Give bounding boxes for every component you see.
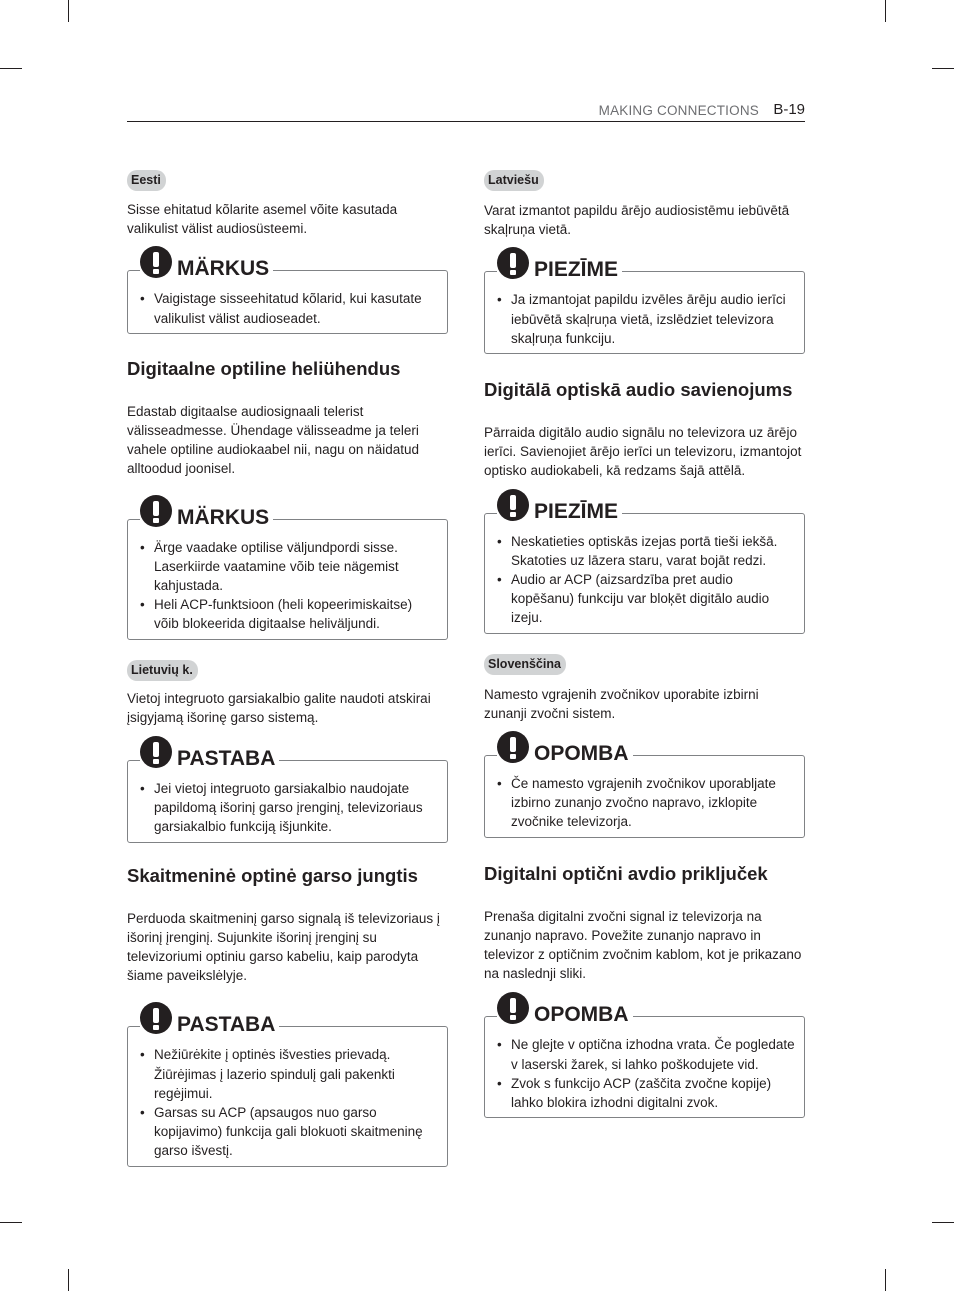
note-heading xyxy=(140,498,273,538)
note-item: • Jei vietoj integruoto garsiakalbio naudojate papildomą išorinį garso įrenginį, televizoriaus garsiakalbio funkciją išjunkite. xyxy=(136,779,439,837)
note-heading xyxy=(497,734,633,774)
note-heading xyxy=(497,995,633,1035)
note-item: • Neskatieties optiskās izejas portā tieši iekšā. Skatoties uz lāzera staru, varat bojāt redzi. xyxy=(493,532,796,570)
warning-icon xyxy=(140,1002,172,1034)
section-title: MAKING CONNECTIONS xyxy=(598,103,759,118)
note-list xyxy=(136,538,439,634)
crop-mark xyxy=(68,0,69,22)
note-item: • Zvok s funkcijo ACP (zaščita zvočne kopije) lahko blokira izhodni digitalni zvok. xyxy=(493,1074,796,1112)
slovenscina-section-heading: Digitalni optični avdio priključek xyxy=(484,862,768,884)
language-badge-eesti: Eesti xyxy=(127,170,166,191)
latviesu-note-1 xyxy=(484,258,805,354)
note-title: MÄRKUS xyxy=(177,257,270,281)
note-title: PASTABA xyxy=(177,1013,276,1037)
page-header xyxy=(127,100,805,122)
note-item: • Vaigistage sisseehitatud kõlarid, kui kasutate valikulist välist audioseadet. xyxy=(136,289,439,327)
latviesu-intro: Varat izmantot papildu ārējo audiosistēmu iebūvētā skaļruņa vietā. xyxy=(484,203,790,238)
note-list xyxy=(493,774,796,832)
lietuviu-intro: Vietoj integruoto garsiakalbio galite naudoti atskirai įsigyjamą išorinę garso sistemą. xyxy=(127,690,431,725)
warning-icon xyxy=(140,246,172,278)
eesti-note-1 xyxy=(127,257,448,333)
eesti-intro: Sisse ehitatud kõlarite asemel võite kasutada valikulist välist audiosüsteemi. xyxy=(127,202,398,237)
note-list xyxy=(136,1045,439,1160)
note-list xyxy=(136,779,439,837)
page-number: B-19 xyxy=(773,101,805,118)
note-heading xyxy=(497,250,622,290)
slovenscina-intro: Namesto vgrajenih zvočnikov uporabite izbirni zunanji zvočni sistem. xyxy=(484,686,759,721)
note-list xyxy=(136,289,439,327)
crop-mark xyxy=(0,1222,22,1223)
note-item: • Heli ACP-funktsioon (heli kopeerimiskaitse) võib blokeerida digitaalse heliväljundi. xyxy=(136,595,439,633)
crop-mark xyxy=(885,1269,886,1291)
latviesu-section-body: Pārraida digitālo audio signālu no televizora uz ārējo ierīci. Savienojiet ārējo ierīci un televizoru, izmantojot optisko audiokabeli, kā redzams šajā attēlā. xyxy=(484,425,802,479)
slovenscina-note-1 xyxy=(484,742,805,838)
lietuviu-section-body: Perduoda skaitmeninį garso signalą iš televizoriaus į išorinį įrenginį. Sujunkite išorinį įrenginį su televizoriumi optiniu garso kabeliu, kaip parodyta šiame paveikslėlyje. xyxy=(127,910,440,984)
note-item: • Ärge vaadake optilise väljundpordi sisse. Laserkiirde vaatamine võib teie nägemist kahjustada. xyxy=(136,538,439,596)
latviesu-note-2 xyxy=(484,499,805,634)
warning-icon xyxy=(497,489,529,521)
note-list xyxy=(493,290,796,348)
crop-mark xyxy=(885,0,886,22)
crop-mark xyxy=(68,1269,69,1291)
note-item: • Nežiūrėkite į optinės išvesties prievadą. Žiūrėjimas į lazerio spindulį gali pakenkti regėjimui. xyxy=(136,1045,439,1103)
warning-icon xyxy=(497,247,529,279)
language-badge-slovenscina: Slovenščina xyxy=(484,654,566,675)
note-item: • Ja izmantojat papildu izvēles ārēju audio ierīci iebūvētā skaļruņa vietā, izslēdziet televizora skaļruņa funkciju. xyxy=(493,290,796,348)
note-title: OPOMBA xyxy=(534,742,629,766)
left-column xyxy=(127,170,448,1167)
note-item: • Če namesto vgrajenih zvočnikov uporabljate izbirno zunanjo zvočno napravo, izklopite zvočnike televizorja. xyxy=(493,774,796,832)
lietuviu-note-1 xyxy=(127,747,448,843)
warning-icon xyxy=(497,731,529,763)
note-title: PASTABA xyxy=(177,747,276,771)
note-heading xyxy=(497,492,622,532)
note-item: • Audio ar ACP (aizsardzība pret audio kopēšanu) funkciju var bloķēt digitālo audio izeju. xyxy=(493,570,796,628)
crop-mark xyxy=(0,68,22,69)
latviesu-section-heading: Digitālā optiskā audio savienojums xyxy=(484,379,793,401)
eesti-section-heading: Digitaalne optiline heliühendus xyxy=(127,357,401,379)
slovenscina-note-2 xyxy=(484,1003,805,1118)
slovenscina-section-body: Prenaša digitalni zvočni signal iz televizorja na zunanjo napravo. Povežite zunanjo napravo in televizor z optičnim zvočnim kablom, kot je prikazano na naslednji sliki. xyxy=(484,908,802,982)
note-item: • Garsas su ACP (apsaugos nuo garso kopijavimo) funkcija gali blokuoti skaitmeninę garso išvestį. xyxy=(136,1103,439,1161)
note-heading xyxy=(140,249,273,289)
language-badge-lietuviu: Lietuvių k. xyxy=(127,660,198,681)
crop-mark xyxy=(932,1222,954,1223)
note-title: PIEZĪME xyxy=(534,499,619,523)
note-list xyxy=(493,532,796,628)
note-title: MÄRKUS xyxy=(177,505,270,529)
eesti-note-2 xyxy=(127,505,448,640)
crop-mark xyxy=(932,68,954,69)
note-list xyxy=(493,1035,796,1112)
note-item: • Ne glejte v optična izhodna vrata. Če pogledate v laserski žarek, si lahko poškodujete vid. xyxy=(493,1035,796,1073)
warning-icon xyxy=(140,736,172,768)
warning-icon xyxy=(497,992,529,1024)
right-column xyxy=(484,170,805,1118)
eesti-section-body: Edastab digitaalse audiosignaali telerist välisseadmesse. Ühendage välisseadme ja teleri vahele optiline audiokaabel nii, nagu on näidatud alltoodud joonisel. xyxy=(127,403,419,477)
language-badge-latviesu: Latviešu xyxy=(484,170,544,191)
note-title: PIEZĪME xyxy=(534,258,619,282)
note-heading xyxy=(140,1005,279,1045)
lietuviu-section-heading: Skaitmeninė optinė garso jungtis xyxy=(127,864,418,886)
note-title: OPOMBA xyxy=(534,1003,629,1027)
note-heading xyxy=(140,739,279,779)
warning-icon xyxy=(140,495,172,527)
lietuviu-note-2 xyxy=(127,1013,448,1166)
